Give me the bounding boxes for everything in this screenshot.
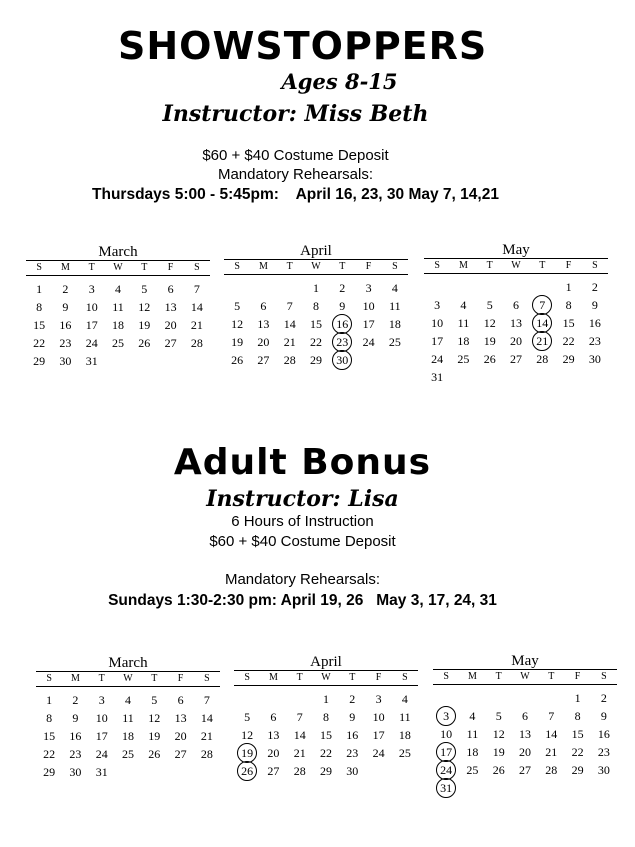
calendar-day: 23 [59,336,72,350]
calendar-day: 13 [518,727,531,741]
calendar-day: 30 [588,352,601,366]
calendar-day: 4 [460,298,467,312]
calendar-day: 5 [495,709,502,723]
calendar-empty-cell [486,689,512,707]
calendar-day: 12 [231,317,244,331]
calendar-day: 13 [174,711,187,725]
calendar-day-circled: 14 [529,314,555,332]
calendar-day: 25 [111,336,124,350]
weekday-label: S [234,261,240,272]
calendar-day: 20 [257,335,270,349]
calendar-day: 28 [536,352,549,366]
calendar-day: 4 [124,693,131,707]
calendar-day: 22 [309,335,322,349]
calendar-day: 12 [138,300,151,314]
calendar-day: 31 [431,370,444,384]
calendar-day: 11 [466,727,479,741]
weekday-label: M [268,672,278,683]
calendar-day: 18 [457,334,470,348]
calendar-day: 25 [457,352,470,366]
weekday-label: S [392,261,398,272]
calendar-day: 29 [33,354,46,368]
weekday-label: T [296,672,303,683]
calendar-day: 8 [565,298,572,312]
calendar-day-grid [224,279,408,369]
calendar-day: 1 [565,280,572,294]
calendar-day: 30 [597,763,610,777]
calendar-day: 7 [286,299,293,313]
calendar-day: 12 [241,728,254,742]
weekday-label: S [46,673,52,684]
calendar-empty-cell [529,278,555,296]
calendar-day: 26 [148,747,161,761]
calendar-empty-cell [260,690,286,708]
calendar-day: 31 [95,765,108,779]
calendar-day: 6 [177,693,184,707]
calendar-month-title: March [108,655,148,671]
calendar-day: 25 [121,747,134,761]
calendar-day: 8 [312,299,319,313]
calendar-day: 14 [200,711,213,725]
calendar-rule [224,274,408,275]
calendar-day: 27 [257,353,270,367]
calendar-day: 8 [322,710,329,724]
calendar-day: 8 [36,300,43,314]
calendar-day: 28 [283,353,296,367]
weekday-label: M [458,260,468,271]
calendar-day: 23 [346,746,359,760]
weekday-label: W [123,673,133,684]
calendar-day: 22 [43,747,56,761]
calendar-weekday-header [433,670,617,684]
calendar-day: 27 [509,352,522,366]
calendar-day: 25 [466,763,479,777]
weekday-label: T [151,673,158,684]
calendar-rule [433,684,617,685]
calendar-day: 10 [95,711,108,725]
calendar-day: 20 [174,729,187,743]
calendar-day: 20 [267,746,280,760]
calendar-day: 21 [293,746,306,760]
calendar-april-2 [234,654,418,780]
calendar-day: 24 [372,746,385,760]
calendar-day: 17 [431,334,444,348]
calendar-day: 21 [200,729,213,743]
calendar-day: 4 [401,692,408,706]
calendar-day: 1 [312,281,319,295]
calendar-day: 11 [122,711,134,725]
calendar-day: 27 [518,763,531,777]
weekday-label: F [167,262,174,273]
weekday-label: T [495,671,502,682]
calendar-day: 26 [138,336,151,350]
calendar-day: 19 [492,745,505,759]
calendar-day: 14 [545,727,558,741]
calendar-day: 19 [483,334,496,348]
schedule-2-label: Sundays 1:30-2:30 pm: April 19, 26 May 3, 17, 24, 31 [108,592,497,609]
weekday-label: W [311,261,321,272]
weekday-label: S [36,262,42,273]
calendar-month-title: March [98,244,138,260]
calendar-rule [26,275,210,276]
calendar-month-title: April [310,654,342,670]
calendar-day: 28 [545,763,558,777]
calendar-empty-cell [459,689,485,707]
calendar-day: 28 [200,747,213,761]
calendar-day: 21 [190,318,203,332]
calendar-day-circled: 17 [433,743,459,761]
calendar-day: 18 [398,728,411,742]
calendar-day: 28 [293,764,306,778]
weekday-label: W [511,260,521,271]
calendar-day-circled: 30 [329,351,355,369]
calendar-day: 28 [190,336,203,350]
calendar-day: 29 [571,763,584,777]
calendar-day: 15 [309,317,322,331]
calendar-day: 16 [597,727,610,741]
calendar-empty-cell [287,690,313,708]
calendar-day: 30 [69,765,82,779]
calendar-day: 1 [46,693,53,707]
calendar-month-title: April [300,243,332,259]
calendar-empty-cell [538,689,564,707]
calendar-day: 19 [138,318,151,332]
calendar-day: 13 [164,300,177,314]
calendar-day-grid [424,278,608,386]
calendar-day: 17 [95,729,108,743]
calendar-day: 1 [322,692,329,706]
calendar-day: 26 [492,763,505,777]
calendar-day-grid [36,691,220,781]
calendar-day: 1 [36,282,43,296]
fee-1-label: $60 + $40 Costume Deposit [202,147,389,164]
calendar-day: 27 [164,336,177,350]
calendar-day: 21 [283,335,296,349]
calendar-day: 25 [388,335,401,349]
calendar-day: 23 [597,745,610,759]
calendar-day: 15 [319,728,332,742]
calendar-day: 10 [431,316,444,330]
calendar-day: 10 [85,300,98,314]
calendar-empty-cell [224,279,250,297]
calendar-day: 18 [388,317,401,331]
calendar-day: 6 [260,299,267,313]
calendar-empty-cell [477,278,503,296]
calendar-day: 8 [46,711,53,725]
hours-label: 6 Hours of Instruction [231,513,374,530]
weekday-label: T [486,260,493,271]
weekday-label: F [375,672,382,683]
calendar-day: 2 [600,691,607,705]
calendar-day: 7 [193,282,200,296]
calendar-day: 12 [148,711,161,725]
calendar-weekday-header [224,260,408,274]
calendar-empty-cell [424,278,450,296]
calendar-day: 29 [319,764,332,778]
calendar-day: 3 [434,298,441,312]
calendar-day: 27 [267,764,280,778]
calendar-day: 29 [309,353,322,367]
calendar-day: 26 [231,353,244,367]
weekday-label: S [194,262,200,273]
calendar-day: 5 [486,298,493,312]
calendar-day-circled: 7 [529,296,555,314]
calendar-day: 9 [591,298,598,312]
calendar-empty-cell [234,690,260,708]
calendar-day: 5 [141,282,148,296]
calendar-march-2 [36,655,220,781]
calendar-day: 23 [588,334,601,348]
weekday-label: F [574,671,581,682]
calendar-empty-cell [503,278,529,296]
calendar-day: 16 [59,318,72,332]
calendar-day: 20 [509,334,522,348]
calendar-day: 22 [319,746,332,760]
calendar-day: 15 [43,729,56,743]
calendar-day: 18 [466,745,479,759]
calendar-day-circled: 16 [329,315,355,333]
calendar-day: 15 [562,316,575,330]
calendar-day: 8 [574,709,581,723]
weekday-label: W [113,262,123,273]
calendar-day: 27 [174,747,187,761]
calendar-day: 1 [574,691,581,705]
calendar-day: 4 [469,709,476,723]
calendar-day: 23 [69,747,82,761]
calendar-empty-cell [450,278,476,296]
weekday-label: M [467,671,477,682]
calendar-day-grid [433,689,617,797]
weekday-label: T [548,671,555,682]
calendar-day: 9 [339,299,346,313]
calendar-day: 5 [234,299,241,313]
calendar-day: 10 [372,710,385,724]
calendar-day: 14 [190,300,203,314]
calendar-day: 16 [69,729,82,743]
calendar-day: 19 [231,335,244,349]
calendar-day: 24 [362,335,375,349]
calendar-day: 11 [389,299,401,313]
calendar-day-grid [234,690,418,780]
calendar-month-title: May [511,653,539,669]
calendar-day: 31 [85,354,98,368]
weekday-label: T [539,260,546,271]
calendar-day: 9 [349,710,356,724]
calendar-month-title: May [502,242,530,258]
calendar-day: 16 [346,728,359,742]
calendar-day: 9 [600,709,607,723]
calendar-day-circled: 23 [329,333,355,351]
weekday-label: M [60,262,70,273]
calendar-day: 29 [562,352,575,366]
calendar-day: 6 [270,710,277,724]
calendar-weekday-header [36,672,220,686]
weekday-label: S [434,260,440,271]
calendar-day: 30 [346,764,359,778]
calendar-day: 4 [114,282,121,296]
fee-2-label: $60 + $40 Costume Deposit [209,533,396,550]
calendar-day: 2 [349,692,356,706]
calendar-rule [36,686,220,687]
calendar-day: 22 [33,336,46,350]
calendar-day: 16 [588,316,601,330]
weekday-label: S [601,671,607,682]
calendar-day: 2 [62,282,69,296]
calendar-march-1 [26,244,210,370]
weekday-label: S [204,673,210,684]
weekday-label: T [88,262,95,273]
calendar-day: 24 [95,747,108,761]
calendar-day: 3 [375,692,382,706]
calendar-day-circled: 24 [433,761,459,779]
calendar-day: 5 [151,693,158,707]
instructor-2-label: Instructor: Lisa [206,486,399,512]
calendar-april-1 [224,243,408,369]
schedule-1-label: Thursdays 5:00 - 5:45pm: April 16, 23, 30 May 7, 14,21 [92,186,499,203]
calendar-day: 13 [267,728,280,742]
calendar-day: 17 [362,317,375,331]
adult-bonus-title: Adult Bonus [173,442,432,483]
calendar-day: 10 [440,727,453,741]
calendar-day: 20 [518,745,531,759]
weekday-label: S [402,672,408,683]
instructor-1-label: Instructor: Miss Beth [162,101,429,127]
calendar-day: 21 [545,745,558,759]
calendar-day: 7 [296,710,303,724]
calendar-day: 22 [571,745,584,759]
weekday-label: S [592,260,598,271]
calendar-day: 6 [512,298,519,312]
weekday-label: S [244,672,250,683]
calendar-day: 2 [72,693,79,707]
weekday-label: T [349,672,356,683]
calendar-day: 14 [293,728,306,742]
weekday-label: T [286,261,293,272]
calendar-day: 11 [399,710,411,724]
ages-label: Ages 8-15 [281,69,398,94]
calendar-day: 15 [571,727,584,741]
weekday-label: M [258,261,268,272]
calendar-empty-cell [250,279,276,297]
calendar-day-circled: 21 [529,332,555,350]
weekday-label: F [365,261,372,272]
calendar-day: 5 [244,710,251,724]
weekday-label: T [339,261,346,272]
calendar-day: 17 [85,318,98,332]
calendar-day: 11 [457,316,470,330]
mandatory-2-label: Mandatory Rehearsals: [224,571,381,588]
calendar-day: 14 [283,317,296,331]
calendar-weekday-header [26,261,210,275]
calendar-day: 12 [483,316,496,330]
calendar-empty-cell [512,689,538,707]
calendar-rule [234,685,418,686]
calendar-day: 9 [62,300,69,314]
calendar-day: 11 [112,300,124,314]
calendar-day: 6 [167,282,174,296]
calendar-day: 18 [121,729,134,743]
calendar-day: 24 [431,352,444,366]
calendar-may-2 [433,653,617,797]
calendar-day: 15 [33,318,46,332]
weekday-label: T [141,262,148,273]
calendar-day: 12 [492,727,505,741]
weekday-label: F [565,260,572,271]
calendar-day: 29 [43,765,56,779]
calendar-day: 17 [372,728,385,742]
calendar-day: 3 [365,281,372,295]
calendar-day: 2 [339,281,346,295]
calendar-empty-cell [277,279,303,297]
calendar-day: 24 [85,336,98,350]
calendar-day: 18 [111,318,124,332]
calendar-may-1 [424,242,608,386]
calendar-day: 13 [257,317,270,331]
calendar-day: 13 [509,316,522,330]
showstoppers-title: SHOWSTOPPERS [118,24,488,68]
calendar-empty-cell [433,689,459,707]
calendar-day: 6 [521,709,528,723]
calendar-day: 7 [548,709,555,723]
calendar-day: 7 [203,693,210,707]
weekday-label: W [321,672,331,683]
calendar-day: 19 [148,729,161,743]
calendar-day: 3 [88,282,95,296]
weekday-label: F [177,673,184,684]
weekday-label: W [520,671,530,682]
calendar-day: 26 [483,352,496,366]
calendar-day: 30 [59,354,72,368]
calendar-day-circled: 31 [433,779,459,797]
calendar-weekday-header [424,259,608,273]
calendar-day: 9 [72,711,79,725]
calendar-day: 3 [98,693,105,707]
calendar-weekday-header [234,671,418,685]
calendar-day: 20 [164,318,177,332]
weekday-label: M [70,673,80,684]
calendar-rule [424,273,608,274]
calendar-day: 2 [591,280,598,294]
mandatory-1-label: Mandatory Rehearsals: [217,166,374,183]
calendar-day-circled: 19 [234,744,260,762]
calendar-day-circled: 26 [234,762,260,780]
calendar-day: 22 [562,334,575,348]
calendar-day: 10 [362,299,375,313]
weekday-label: S [443,671,449,682]
calendar-day-grid [26,280,210,370]
calendar-day: 4 [391,281,398,295]
calendar-day: 25 [398,746,411,760]
calendar-day-circled: 3 [433,707,459,725]
weekday-label: T [98,673,105,684]
